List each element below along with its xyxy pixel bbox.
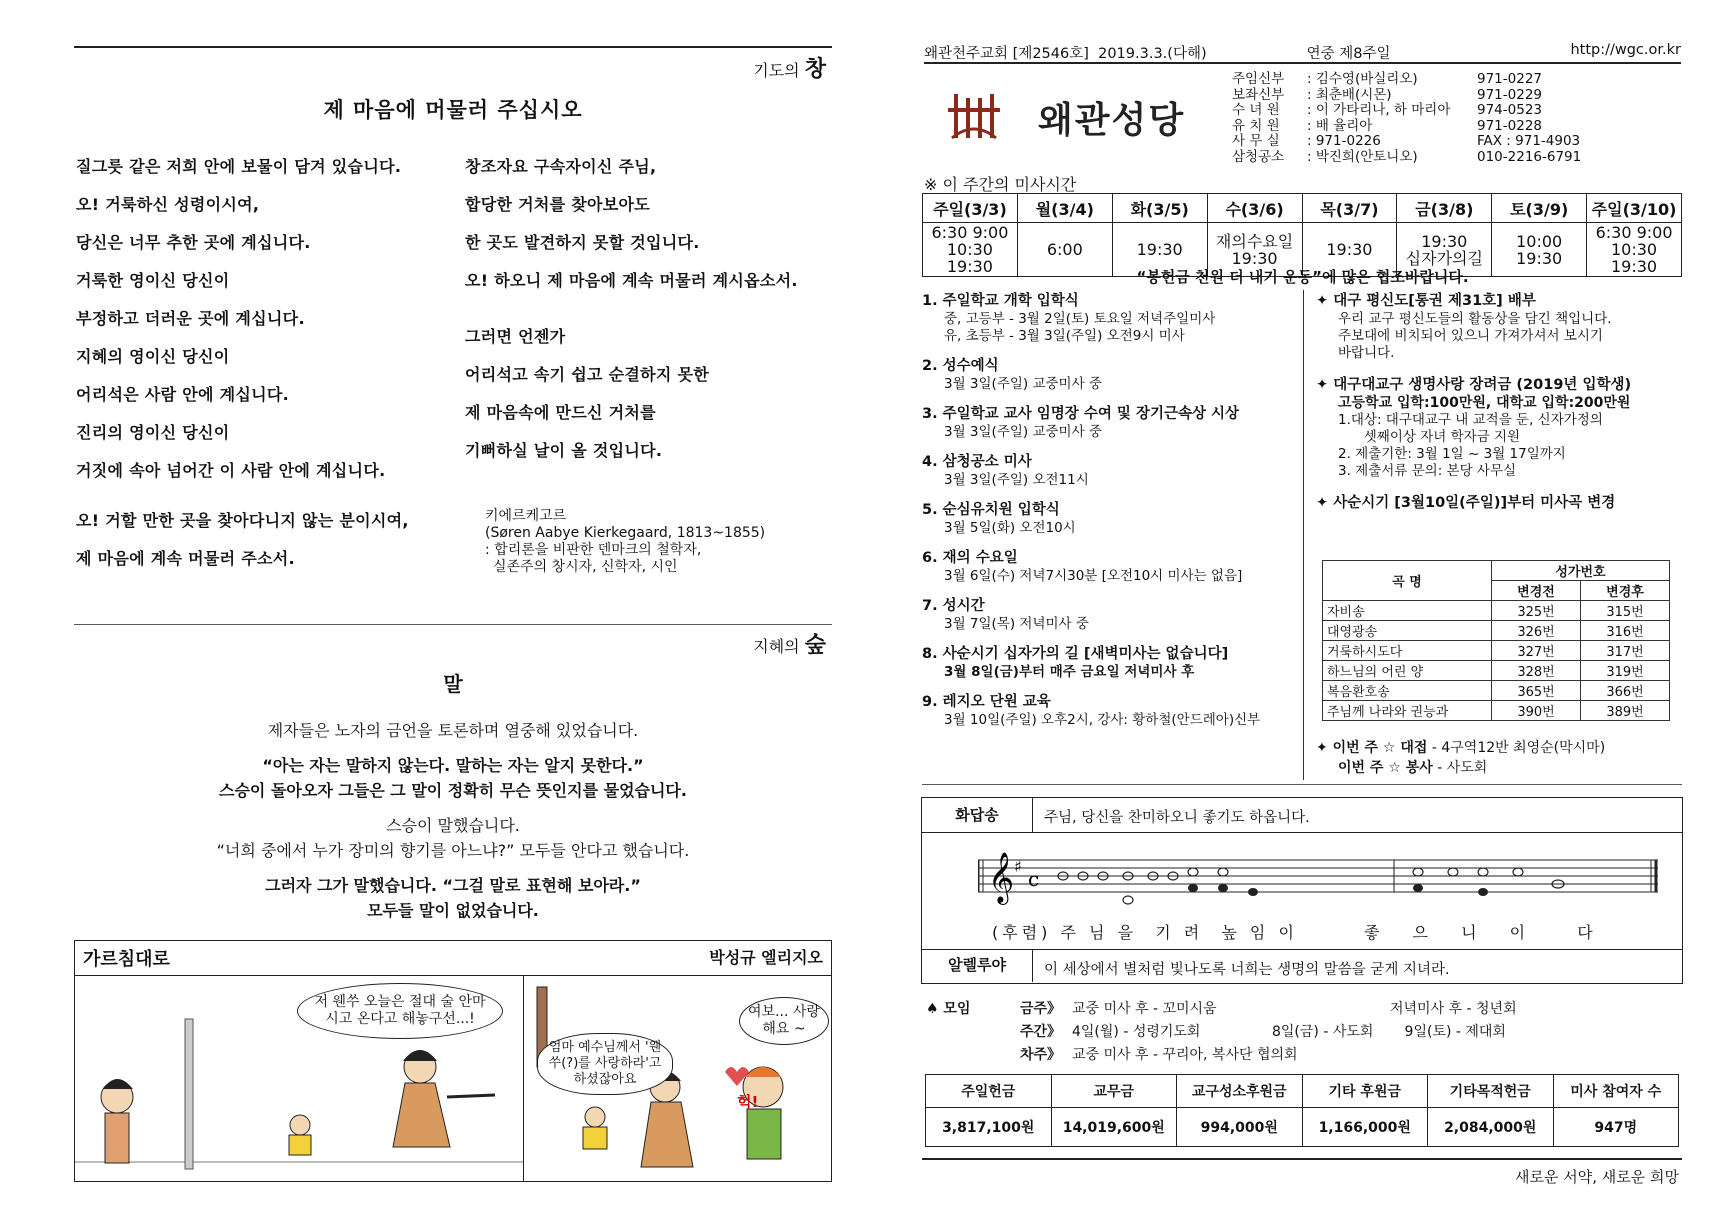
notice-line: 1.대상: 대구대교구 내 교적을 둔, 신자가정의 bbox=[1338, 412, 1603, 428]
church-logo-icon bbox=[946, 90, 1002, 142]
notice-line: 우리 교구 평신도들의 활동상을 담긴 책입니다. bbox=[1338, 311, 1612, 327]
footer-motto: 새로운 서약, 새로운 희망 bbox=[1515, 1168, 1679, 1186]
mass-day: 화(3/5) bbox=[1112, 194, 1207, 223]
news-detail: 3월 5일(화) 오전10시 bbox=[944, 520, 1076, 536]
tag-small: 기도의 bbox=[753, 61, 800, 80]
contact-phone: 974-0523 bbox=[1477, 102, 1542, 118]
contact-phone: 971-0228 bbox=[1477, 117, 1542, 134]
refrain-lyrics-2: 좋 으 니 이 다 bbox=[1364, 923, 1607, 942]
news-detail: 유, 초등부 - 3월 3일(주일) 오전9시 미사 bbox=[944, 328, 1185, 344]
contact-phone: 971-0229 bbox=[1477, 86, 1542, 103]
contact-row bbox=[1232, 119, 1581, 135]
contact-name: : 배 율리아 bbox=[1307, 117, 1373, 134]
poem-line: 기뻐하실 날이 올 것입니다. bbox=[465, 441, 663, 460]
issue-number: [제2546호] bbox=[1012, 46, 1089, 62]
notice-title: ✦ 대구대교구 생명사랑 장려금 (2019년 입학생) bbox=[1316, 377, 1632, 393]
mass-time: 19:30 bbox=[1112, 223, 1207, 277]
meetings-list bbox=[1020, 998, 1517, 1067]
duty-value: - 4구역12반 최영순(막시마) bbox=[1431, 740, 1606, 756]
news-item bbox=[922, 453, 1292, 489]
story-line: “아는 자는 말하지 않는다. 말하는 자는 알지 못한다.” bbox=[262, 756, 644, 775]
contact-name: : 최춘배(시몬) bbox=[1307, 86, 1392, 103]
poem-line: 거짓에 속아 넘어간 이 사람 안에 계십니다. bbox=[76, 461, 386, 480]
meeting-b: 8일(금) - 사도회 9일(토) - 제대회 bbox=[1272, 1024, 1506, 1040]
story-line: 그러자 그가 말했습니다. “그걸 말로 표현해 보아라.” bbox=[265, 876, 641, 895]
contact-name: : 이 가타리나, 하 마리아 bbox=[1307, 102, 1451, 118]
contact-role: 삼청공소 bbox=[1232, 148, 1285, 165]
hymn-after: 389번 bbox=[1581, 701, 1670, 721]
divider bbox=[74, 624, 832, 625]
news-title: 2. 성수예식 bbox=[922, 358, 999, 374]
hymn-name: 대영광송 bbox=[1323, 621, 1492, 641]
offering-value: 3,817,100원 bbox=[926, 1108, 1052, 1147]
news-title: 7. 성시간 bbox=[922, 598, 985, 614]
meeting-a: 4일(월) - 성령기도회 bbox=[1072, 1024, 1201, 1040]
author-note bbox=[485, 508, 765, 576]
tag-big: 숲 bbox=[804, 633, 826, 658]
hymn-row bbox=[1323, 681, 1670, 701]
offering-value: 2,084,000원 bbox=[1428, 1108, 1554, 1147]
hymn-before: 325번 bbox=[1492, 601, 1581, 621]
hymn-name: 복음환호송 bbox=[1323, 681, 1492, 701]
offering-value: 994,000원 bbox=[1177, 1108, 1303, 1147]
psalm-label: 화답송 bbox=[922, 798, 1033, 833]
meeting-when: 금주》 bbox=[1020, 1001, 1062, 1017]
contact-list bbox=[1232, 72, 1581, 165]
notice-line: 고등학교 입학:100만원, 대학교 입학:200만원 bbox=[1338, 395, 1631, 411]
news-list bbox=[922, 292, 1292, 741]
poem-left bbox=[76, 148, 466, 578]
offering-header-row bbox=[926, 1075, 1679, 1108]
hymn-before: 328번 bbox=[1492, 661, 1581, 681]
contact-phone: FAX : 971-4903 bbox=[1477, 133, 1581, 149]
meeting-when: 차주》 bbox=[1020, 1047, 1062, 1063]
notice-title: ✦ 사순시기 [3월10일(주일)]부터 미사곡 변경 bbox=[1316, 495, 1616, 511]
time-line: 10:30 19:30 bbox=[946, 240, 993, 276]
news-item bbox=[922, 693, 1292, 729]
website-link[interactable]: http://wgc.or.kr bbox=[1570, 42, 1681, 58]
mass-day: 목(3/7) bbox=[1302, 194, 1397, 223]
contact-phone: 971-0227 bbox=[1477, 71, 1542, 87]
hymn-change-table bbox=[1322, 560, 1670, 721]
hymn-name: 주님께 나라와 권능과 bbox=[1323, 701, 1492, 721]
news-title: 6. 재의 수요일 bbox=[922, 550, 1018, 566]
contact-role: 수 녀 원 bbox=[1232, 102, 1280, 118]
prayer-section-tag bbox=[74, 52, 826, 83]
mass-day: 토(3/9) bbox=[1492, 194, 1587, 223]
poem-line: 오! 거룩하신 성령이시여, bbox=[76, 195, 260, 214]
notice-line: 주보대에 비치되어 있으니 가져가셔서 보시기 bbox=[1338, 328, 1603, 344]
news-detail: 3월 6일(수) 저녁7시30분 [오전10시 미사는 없음] bbox=[944, 568, 1243, 584]
hymn-row bbox=[1323, 621, 1670, 641]
music-staff bbox=[978, 842, 1658, 916]
notice-line: 바랍니다. bbox=[1338, 345, 1395, 361]
divider bbox=[922, 784, 1682, 785]
news-detail: 3월 3일(주일) 교중미사 중 bbox=[944, 424, 1102, 440]
time-line: 재의수요일 bbox=[1215, 231, 1294, 251]
contact-name: : 971-0226 bbox=[1307, 133, 1381, 149]
exclaim-text: 헉! bbox=[737, 1093, 759, 1111]
wisdom-title: 말 bbox=[443, 672, 463, 696]
psalm-text: 주님, 당신을 찬미하오니 좋기도 하옵니다. bbox=[1044, 810, 1310, 826]
hymn-after: 319번 bbox=[1581, 661, 1670, 681]
contact-row bbox=[1232, 134, 1581, 150]
story-line: 스승이 돌아오자 그들은 그 말이 정확히 무슨 뜻인지를 물었습니다. bbox=[219, 781, 687, 800]
hymn-name-header: 곡 명 bbox=[1323, 561, 1492, 601]
news-title: 9. 레지오 단원 교육 bbox=[922, 694, 1051, 710]
meeting-row bbox=[1020, 1021, 1517, 1044]
meeting-row bbox=[1020, 998, 1517, 1021]
notices-right bbox=[1316, 292, 1682, 513]
story-line: “너희 중에서 누가 장미의 향기를 아느냐?” 모두들 안다고 했습니다. bbox=[216, 841, 690, 860]
contact-role: 사 무 실 bbox=[1232, 133, 1280, 149]
hymn-after-header: 변경후 bbox=[1581, 581, 1670, 601]
meeting-a: 교중 미사 후 - 꾸리아, 복사단 협의회 bbox=[1072, 1047, 1298, 1063]
author-full: (Søren Aabye Kierkegaard, 1813~1855) bbox=[485, 525, 766, 541]
hymn-row bbox=[1323, 641, 1670, 661]
news-item bbox=[922, 645, 1292, 681]
alleluia-label: 알렐루야 bbox=[922, 949, 1033, 982]
news-title: 5. 순심유치원 입학식 bbox=[922, 502, 1060, 518]
time-line: 6:30 9:00 bbox=[931, 223, 1009, 242]
poem-line: 오! 거할 만한 곳을 찾아다니지 않는 분이시여, bbox=[76, 511, 409, 530]
news-item bbox=[922, 549, 1292, 585]
author-desc: : 합리론을 비판한 덴마크의 철학자, bbox=[485, 542, 702, 558]
issue-date: 2019.3.3.(다해) bbox=[1098, 46, 1207, 62]
cartoon-author: 박성규 엘리지오 bbox=[709, 948, 823, 967]
tag-small: 지혜의 bbox=[753, 637, 800, 656]
offering-header: 주일헌금 bbox=[926, 1075, 1052, 1108]
poem-line: 어리석은 사람 안에 계십니다. bbox=[76, 385, 290, 404]
news-detail: 3월 10일(주일) 오후2시, 강사: 황하철(안드레아)신부 bbox=[944, 712, 1261, 728]
offering-header: 교구성소후원금 bbox=[1177, 1075, 1303, 1108]
mass-time: 6:00 bbox=[1017, 223, 1112, 277]
svg-text:♯: ♯ bbox=[1014, 857, 1022, 876]
top-rule-left bbox=[74, 46, 832, 48]
svg-text:c: c bbox=[1028, 867, 1040, 891]
news-item bbox=[922, 597, 1292, 633]
news-title: 4. 삼청공소 미사 bbox=[922, 454, 1032, 470]
offering-table bbox=[925, 1074, 1679, 1147]
news-detail: 3월 3일(주일) 교중미사 중 bbox=[944, 376, 1102, 392]
time-line: 19:30 bbox=[1516, 248, 1563, 268]
hymn-before: 390번 bbox=[1492, 701, 1581, 721]
notice-line: 3. 제출서류 문의: 본당 사무실 bbox=[1338, 463, 1517, 479]
poem-line: 진리의 영이신 당신이 bbox=[76, 423, 230, 442]
alleluia-text: 이 세상에서 별처럼 빛나도록 너희는 생명의 말씀을 굳게 지녀라. bbox=[1044, 962, 1450, 978]
offering-header: 기타목적헌금 bbox=[1428, 1075, 1554, 1108]
meeting-row bbox=[1020, 1044, 1517, 1067]
poem-line: 창조자요 구속자이신 주님, bbox=[465, 157, 657, 176]
speech-bubble-father: 여보... 사랑해요 ~ bbox=[739, 997, 829, 1045]
cartoon-title: 가르침대로 bbox=[83, 949, 170, 970]
cartoon-panel bbox=[74, 940, 832, 1182]
prayer-title: 제 마음에 머물러 주십시오 bbox=[323, 98, 583, 122]
offering-value: 1,166,000원 bbox=[1302, 1108, 1428, 1147]
time-line: 19:30 bbox=[1421, 231, 1468, 251]
poem-line: 거룩한 영이신 당신이 bbox=[76, 271, 230, 290]
meeting-a: 교중 미사 후 - 꼬미시움 bbox=[1072, 1001, 1217, 1017]
offering-value: 14,019,600원 bbox=[1051, 1108, 1177, 1147]
hymn-row bbox=[1323, 701, 1670, 721]
poem-line: 당신은 너무 추한 곳에 계십니다. bbox=[76, 233, 311, 252]
news-title: 8. 사순시기 십자가의 길 [새벽미사는 없습니다] bbox=[922, 646, 1229, 662]
time-line: 6:30 9:00 bbox=[1595, 223, 1673, 242]
contact-role: 주임신부 bbox=[1232, 71, 1285, 87]
poem-right bbox=[465, 148, 845, 470]
hymn-name: 자비송 bbox=[1323, 601, 1492, 621]
meeting-b: 저녁미사 후 - 청년회 bbox=[1390, 1001, 1517, 1017]
contact-row bbox=[1232, 88, 1581, 104]
church-name: 왜관천주교회 bbox=[924, 46, 1009, 62]
contact-role: 유 치 원 bbox=[1232, 117, 1280, 134]
time-line: 19:30 bbox=[1231, 248, 1278, 268]
poem-line: 질그릇 같은 저희 안에 보물이 담겨 있습니다. bbox=[76, 157, 402, 176]
time-line: 십자가의길 bbox=[1405, 248, 1483, 268]
offering-value-row bbox=[926, 1108, 1679, 1147]
offering-header: 미사 참여자 수 bbox=[1553, 1075, 1679, 1108]
notice-line: 셋째이상 자녀 학자금 지원 bbox=[1338, 429, 1521, 445]
news-item bbox=[922, 405, 1292, 441]
column-divider bbox=[1303, 290, 1304, 780]
poem-line: 오! 하오니 제 마음에 계속 머물러 계시옵소서. bbox=[465, 271, 798, 290]
psalm-box bbox=[921, 797, 1683, 984]
story-line: 모두들 말이 없었습니다. bbox=[367, 901, 539, 920]
bulletin-header bbox=[924, 42, 1681, 63]
hymn-after: 316번 bbox=[1581, 621, 1670, 641]
campaign-notice: “봉헌금 천원 더 내기 운동”에 많은 협조바랍니다. bbox=[1136, 268, 1469, 286]
liturgical-season: 연중 제8주일 bbox=[1306, 46, 1391, 62]
hymn-after: 315번 bbox=[1581, 601, 1670, 621]
header-rule bbox=[924, 62, 1681, 64]
poem-line: 제 마음속에 만드신 거처를 bbox=[465, 403, 656, 422]
duty-label: ✦ 이번 주 ☆ 대접 bbox=[1316, 740, 1428, 756]
story-line: 제자들은 노자의 금언을 토론하며 열중해 있었습니다. bbox=[267, 721, 639, 740]
wisdom-section-tag bbox=[74, 628, 826, 659]
news-detail: 3월 3일(주일) 오전11시 bbox=[944, 472, 1089, 488]
time-line: 10:30 19:30 bbox=[1611, 240, 1658, 276]
hymn-before: 365번 bbox=[1492, 681, 1581, 701]
news-detail: 3월 7일(목) 저녁미사 중 bbox=[944, 616, 1089, 632]
mass-heading: ※ 이 주간의 미사시간 bbox=[924, 175, 1077, 194]
psalm-divider bbox=[922, 949, 1682, 950]
svg-text:𝄞: 𝄞 bbox=[988, 852, 1015, 903]
wisdom-story bbox=[74, 718, 832, 923]
mass-day: 주일(3/10) bbox=[1587, 194, 1682, 223]
speech-bubble-child: 엄마 예수님께서 '웬쑤(?)를 사랑하라'고 하셨잖아요 bbox=[537, 1033, 673, 1095]
mass-day: 주일(3/3) bbox=[923, 194, 1018, 223]
poem-line: 한 곳도 발견하지 못할 것입니다. bbox=[465, 233, 700, 252]
news-detail: 3월 8일(금)부터 매주 금요일 저녁미사 후 bbox=[944, 664, 1195, 680]
hymn-before-header: 변경전 bbox=[1492, 581, 1581, 601]
contact-row bbox=[1232, 72, 1581, 88]
story-line: 스승이 말했습니다. bbox=[386, 816, 520, 835]
logo-text: 왜관성당 bbox=[1038, 100, 1186, 141]
poem-line: 제 마음에 계속 머물러 주소서. bbox=[76, 549, 295, 568]
tag-big: 창 bbox=[804, 57, 826, 82]
author-name: 키에르케고르 bbox=[485, 508, 567, 524]
hymn-number-header: 성가번호 bbox=[1492, 561, 1670, 581]
news-title: 3. 주일학교 교사 임명장 수여 및 장기근속상 시상 bbox=[922, 406, 1240, 422]
author-desc: 실존주의 창시자, 신학자, 시인 bbox=[493, 559, 678, 575]
duty-assignments bbox=[1316, 738, 1605, 778]
poem-line: 부정하고 더러운 곳에 계십니다. bbox=[76, 309, 305, 328]
mass-time: 19:30 bbox=[1302, 223, 1397, 277]
footer-rule bbox=[922, 1158, 1682, 1160]
news-item bbox=[922, 292, 1292, 345]
mass-day: 수(3/6) bbox=[1207, 194, 1302, 223]
hymn-row bbox=[1323, 601, 1670, 621]
mass-days-row bbox=[923, 194, 1682, 223]
offering-header: 교무금 bbox=[1051, 1075, 1177, 1108]
contact-role: 보좌신부 bbox=[1232, 86, 1285, 103]
contact-row bbox=[1232, 150, 1581, 166]
duty-label: 이번 주 ☆ 봉사 bbox=[1338, 760, 1433, 776]
poem-line: 어리석고 속기 쉽고 순결하지 못한 bbox=[465, 365, 710, 384]
hymn-after: 317번 bbox=[1581, 641, 1670, 661]
contact-row bbox=[1232, 103, 1581, 119]
hymn-before: 326번 bbox=[1492, 621, 1581, 641]
duty-value: - 사도회 bbox=[1437, 760, 1488, 776]
contact-phone: 010-2216-6791 bbox=[1477, 148, 1582, 165]
notice-line: 2. 제출기한: 3월 1일 ~ 3월 17일까지 bbox=[1338, 446, 1566, 462]
contact-name: : 박진희(안토니오) bbox=[1307, 148, 1418, 165]
poem-line: 그러면 언젠가 bbox=[465, 327, 566, 346]
offering-value: 947명 bbox=[1553, 1108, 1679, 1147]
notice-title: ✦ 대구 평신도[통권 제31호] 배부 bbox=[1316, 293, 1536, 309]
hymn-name: 하느님의 어린 양 bbox=[1323, 661, 1492, 681]
news-item bbox=[922, 501, 1292, 537]
mass-day: 금(3/8) bbox=[1397, 194, 1492, 223]
hymn-row bbox=[1323, 661, 1670, 681]
time-line: 10:00 bbox=[1516, 231, 1563, 251]
meeting-when: 주간》 bbox=[1020, 1024, 1062, 1040]
mass-schedule-table bbox=[922, 193, 1682, 277]
poem-line: 합당한 거처를 찾아보아도 bbox=[465, 195, 651, 214]
refrain-lyrics: (후렴) 주 님 을 기 려 높 임 이 bbox=[992, 923, 1298, 942]
cartoon-header-line bbox=[75, 975, 831, 976]
hymn-before: 327번 bbox=[1492, 641, 1581, 661]
offering-header: 기타 후원금 bbox=[1302, 1075, 1428, 1108]
news-item bbox=[922, 357, 1292, 393]
poem-line: 지혜의 영이신 당신이 bbox=[76, 347, 230, 366]
hymn-name: 거룩하시도다 bbox=[1323, 641, 1492, 661]
speech-bubble-mother: 저 웬쑤 오늘은 절대 술 안마시고 온다고 해놓구선...! bbox=[297, 983, 503, 1039]
mass-day: 월(3/4) bbox=[1017, 194, 1112, 223]
meetings-label: ♠ 모임 bbox=[926, 1001, 971, 1017]
news-title: 1. 주일학교 개학 입학식 bbox=[922, 293, 1079, 309]
hymn-after: 366번 bbox=[1581, 681, 1670, 701]
contact-name: : 김수영(바실리오) bbox=[1307, 71, 1418, 87]
news-detail: 중, 고등부 - 3월 2일(토) 토요일 저녁주일미사 bbox=[944, 311, 1216, 327]
